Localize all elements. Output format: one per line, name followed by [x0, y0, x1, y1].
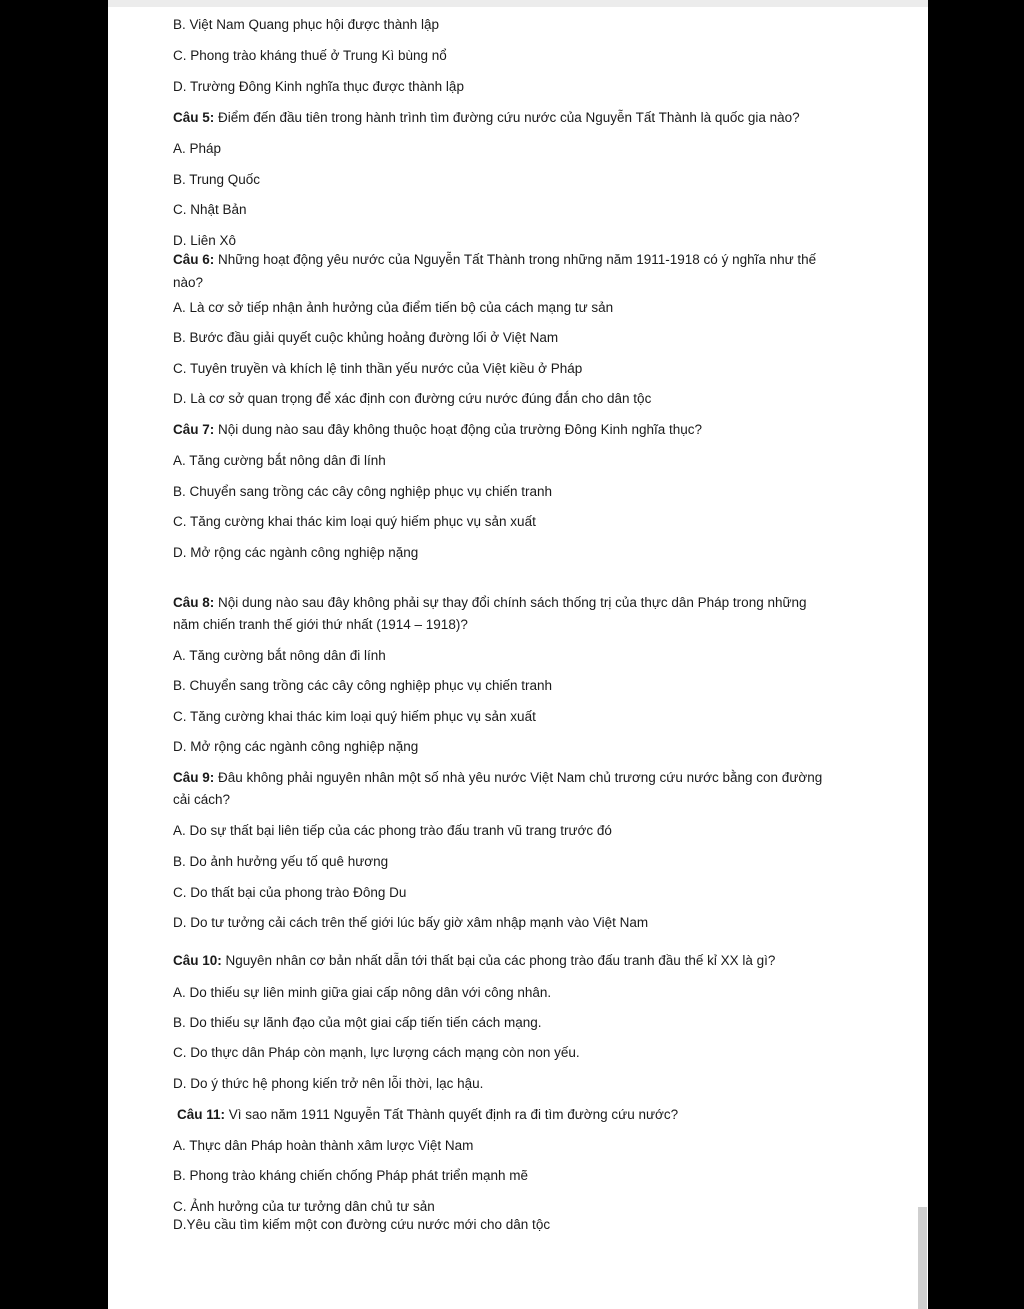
- scrollbar-thumb[interactable]: [918, 1207, 927, 1309]
- option-line: C. Tuyên truyền và khích lệ tinh thần yếu nước của Việt kiều ở Pháp: [173, 361, 583, 376]
- option-line: C. Tăng cường khai thác kim loại quý hiếm phục vụ sản xuất: [173, 709, 536, 724]
- option-line: C. Do thất bại của phong trào Đông Du: [173, 885, 407, 900]
- option-line: D. Do ý thức hệ phong kiến trở nên lỗi thời, lạc hậu.: [173, 1076, 484, 1091]
- option-line: A. Do sự thất bại liên tiếp của các phong trào đấu tranh vũ trang trước đó: [173, 823, 612, 838]
- question-line: Câu 9: Đâu không phải nguyên nhân một số nhà yêu nước Việt Nam chủ trương cứu nước bằng con đường: [173, 770, 823, 785]
- question-line-cont: nào?: [173, 275, 204, 290]
- option-line: C. Do thực dân Pháp còn mạnh, lực lượng cách mạng còn non yếu.: [173, 1045, 580, 1060]
- option-line: D.Yêu cầu tìm kiếm một con đường cứu nước mới cho dân tộc: [173, 1217, 551, 1232]
- option-line: D. Trường Đông Kinh nghĩa thục được thành lập: [173, 79, 464, 94]
- option-line: D. Mở rộng các ngành công nghiệp nặng: [173, 739, 419, 754]
- option-line: A. Tăng cường bắt nông dân đi lính: [173, 453, 386, 468]
- option-line: A. Do thiếu sự liên minh giữa giai cấp nông dân với công nhân.: [173, 985, 552, 1000]
- option-line: A. Pháp: [173, 141, 222, 156]
- option-line: B. Do thiếu sự lãnh đạo của một giai cấp tiến tiến cách mạng.: [173, 1015, 542, 1030]
- top-edge: [108, 0, 928, 7]
- question-line: Câu 5: Điểm đến đầu tiên trong hành trình tìm đường cứu nước của Nguyễn Tất Thành là quốc gia nào?: [173, 110, 800, 125]
- question-line: Câu 10: Nguyên nhân cơ bản nhất dẫn tới thất bại của các phong trào đấu tranh đầu thế kỉ XX là gì?: [173, 953, 776, 968]
- option-line: B. Chuyển sang trồng các cây công nghiệp phục vụ chiến tranh: [173, 678, 552, 693]
- option-line: A. Thực dân Pháp hoàn thành xâm lược Việt Nam: [173, 1138, 474, 1153]
- question-line-cont: năm chiến tranh thế giới thứ nhất (1914 – 1918)?: [173, 617, 468, 632]
- option-line: B. Trung Quốc: [173, 172, 261, 187]
- option-line: B. Phong trào kháng chiến chống Pháp phát triển mạnh mẽ: [173, 1168, 528, 1183]
- option-line: B. Chuyển sang trồng các cây công nghiệp phục vụ chiến tranh: [173, 484, 552, 499]
- option-line: B. Bước đầu giải quyết cuộc khủng hoảng đường lối ở Việt Nam: [173, 330, 559, 345]
- option-line: A. Là cơ sở tiếp nhận ảnh hưởng của điểm tiến bộ của cách mạng tư sản: [173, 300, 614, 315]
- question-line: Câu 7: Nội dung nào sau đây không thuộc hoạt động của trường Đông Kinh nghĩa thục?: [173, 422, 703, 437]
- question-line-cont: cải cách?: [173, 792, 231, 807]
- option-line: B. Do ảnh hưởng yếu tố quê hương: [173, 854, 389, 869]
- question-line: Câu 11: Vì sao năm 1911 Nguyễn Tất Thành quyết định ra đi tìm đường cứu nước?: [177, 1107, 679, 1122]
- option-line: C. Phong trào kháng thuế ở Trung Kì bùng nổ: [173, 48, 447, 63]
- option-line: A. Tăng cường bắt nông dân đi lính: [173, 648, 386, 663]
- option-line: C. Tăng cường khai thác kim loại quý hiếm phục vụ sản xuất: [173, 514, 536, 529]
- option-line: D. Do tư tưởng cải cách trên thế giới lúc bấy giờ xâm nhập mạnh vào Việt Nam: [173, 915, 649, 930]
- option-line: D. Mở rộng các ngành công nghiệp nặng: [173, 545, 419, 560]
- question-line: Câu 8: Nội dung nào sau đây không phải sự thay đổi chính sách thống trị của thực dân Pháp trong những: [173, 595, 807, 610]
- option-line: D. Liên Xô: [173, 233, 237, 248]
- option-line: C. Nhật Bản: [173, 202, 247, 217]
- option-line: D. Là cơ sở quan trọng để xác định con đường cứu nước đúng đắn cho dân tộc: [173, 391, 652, 406]
- question-line: Câu 6: Những hoạt động yêu nước của Nguyễn Tất Thành trong những năm 1911-1918 có ý nghĩa như thế: [173, 252, 817, 267]
- option-line: B. Việt Nam Quang phục hội được thành lập: [173, 17, 440, 32]
- option-line: C. Ảnh hưởng của tư tưởng dân chủ tư sản: [173, 1199, 435, 1214]
